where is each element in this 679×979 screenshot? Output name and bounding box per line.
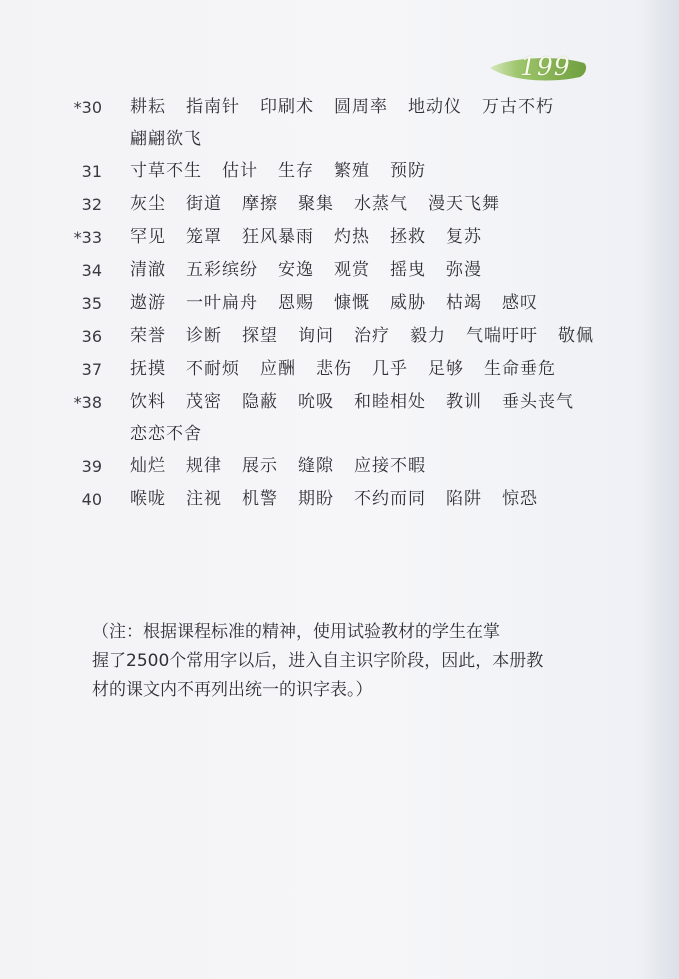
vocab-word: 喉咙	[130, 489, 166, 509]
vocab-word: 几乎	[372, 359, 408, 379]
vocab-word: 清澈	[130, 260, 166, 280]
vocab-word: 安逸	[278, 260, 314, 280]
vocab-word: 恋恋不舍	[130, 424, 202, 444]
vocab-row	[62, 96, 622, 150]
vocab-word: 狂风暴雨	[242, 227, 314, 247]
lesson-number: 39	[81, 457, 102, 476]
word-list	[130, 193, 610, 215]
vocab-row	[62, 259, 622, 282]
word-list	[130, 292, 610, 314]
vocab-word: 悲伤	[316, 359, 352, 379]
vocab-word: 聚集	[298, 194, 334, 214]
vocab-word: 估计	[222, 161, 258, 181]
vocab-word: 垂头丧气	[502, 392, 574, 412]
lesson-number: *30	[73, 98, 102, 117]
vocab-word: 生存	[278, 161, 314, 181]
vocab-word: 漫天飞舞	[428, 194, 500, 214]
vocab-word: 和睦相处	[354, 392, 426, 412]
vocab-word: 教训	[446, 392, 482, 412]
vocab-word: 耕耘	[130, 97, 166, 117]
vocab-word: 荣誉	[130, 326, 166, 346]
vocab-word: 枯竭	[446, 293, 482, 313]
word-list	[130, 226, 610, 248]
vocab-word: 威胁	[390, 293, 426, 313]
vocab-word: 询问	[298, 326, 334, 346]
vocab-word: 饮料	[130, 392, 166, 412]
vocab-word: 足够	[428, 359, 464, 379]
footnote-line: 材的课文内不再列出统一的识字表。）	[92, 680, 373, 700]
vocab-row	[62, 488, 622, 511]
vocab-word: 陷阱	[446, 489, 482, 509]
vocab-word: 水蒸气	[354, 194, 408, 214]
lesson-number: *33	[73, 228, 102, 247]
vocab-row	[62, 358, 622, 381]
vocab-word: 拯救	[390, 227, 426, 247]
vocab-word: 圆周率	[334, 97, 388, 117]
page-number: 199	[520, 52, 571, 81]
vocab-row	[62, 160, 622, 183]
footnote-line: （注：根据课程标准的精神，使用试验教材的学生在掌	[92, 622, 500, 642]
vocab-word: 弥漫	[446, 260, 482, 280]
vocab-word: 灰尘	[130, 194, 166, 214]
vocab-word: 探望	[242, 326, 278, 346]
lesson-number: 34	[81, 261, 102, 280]
footnote-line: 握了2500个常用字以后，进入自主识字阶段，因此，本册教	[92, 651, 544, 671]
vocab-word: 机警	[242, 489, 278, 509]
vocab-word: 恩赐	[278, 293, 314, 313]
vocab-word: 缝隙	[298, 456, 334, 476]
vocab-row	[62, 193, 622, 216]
vocabulary-list	[62, 96, 622, 521]
vocab-word: 摩擦	[242, 194, 278, 214]
vocab-word: 气喘吁吁	[466, 326, 538, 346]
vocab-word: 复苏	[446, 227, 482, 247]
vocab-word: 慷慨	[334, 293, 370, 313]
lesson-number: 32	[81, 195, 102, 214]
vocab-word: 街道	[186, 194, 222, 214]
vocab-word: 规律	[186, 456, 222, 476]
vocab-word: 地动仪	[408, 97, 462, 117]
vocab-word: 灿烂	[130, 456, 166, 476]
vocab-word: 指南针	[186, 97, 240, 117]
vocab-word: 期盼	[298, 489, 334, 509]
vocab-row	[62, 455, 622, 478]
vocab-word: 展示	[242, 456, 278, 476]
vocab-word: 不约而同	[354, 489, 426, 509]
vocab-row	[62, 292, 622, 315]
vocab-word: 摇曳	[390, 260, 426, 280]
vocab-word: 翩翩欲飞	[130, 129, 202, 149]
vocab-word: 治疗	[354, 326, 390, 346]
vocab-word: 毅力	[410, 326, 446, 346]
vocab-word: 隐蔽	[242, 392, 278, 412]
word-list	[130, 488, 610, 510]
vocab-word: 生命垂危	[484, 359, 556, 379]
vocab-word: 诊断	[186, 326, 222, 346]
vocab-word: 繁殖	[334, 161, 370, 181]
vocab-word: 灼热	[334, 227, 370, 247]
vocab-word: 万古不朽	[482, 97, 554, 117]
vocab-word: 不耐烦	[186, 359, 240, 379]
vocab-word: 罕见	[130, 227, 166, 247]
word-list	[130, 358, 610, 380]
footnote	[92, 618, 592, 705]
vocab-word: 一叶扁舟	[186, 293, 258, 313]
lesson-number: 40	[81, 490, 102, 509]
word-list	[130, 325, 610, 347]
vocab-word: 抚摸	[130, 359, 166, 379]
word-list	[130, 160, 610, 182]
vocab-word: 预防	[390, 161, 426, 181]
word-list	[130, 391, 610, 445]
word-list	[130, 259, 610, 281]
lesson-number: 31	[81, 162, 102, 181]
vocab-row	[62, 325, 622, 348]
vocab-word: 注视	[186, 489, 222, 509]
vocab-row	[62, 391, 622, 445]
word-list	[130, 455, 610, 477]
vocab-word: 应接不暇	[354, 456, 426, 476]
vocab-word: 吮吸	[298, 392, 334, 412]
vocab-word: 感叹	[502, 293, 538, 313]
vocab-word: 五彩缤纷	[186, 260, 258, 280]
vocab-word: 惊恐	[502, 489, 538, 509]
vocab-word: 印刷术	[260, 97, 314, 117]
vocab-word: 寸草不生	[130, 161, 202, 181]
word-list	[130, 96, 610, 150]
lesson-number: *38	[73, 393, 102, 412]
vocab-word: 应酬	[260, 359, 296, 379]
page-edge-shadow	[637, 0, 679, 979]
vocab-word: 笼罩	[186, 227, 222, 247]
vocab-word: 遨游	[130, 293, 166, 313]
vocab-word: 敬佩	[558, 326, 594, 346]
vocab-row	[62, 226, 622, 249]
vocab-word: 茂密	[186, 392, 222, 412]
lesson-number: 35	[81, 294, 102, 313]
vocab-word: 观赏	[334, 260, 370, 280]
lesson-number: 37	[81, 360, 102, 379]
lesson-number: 36	[81, 327, 102, 346]
